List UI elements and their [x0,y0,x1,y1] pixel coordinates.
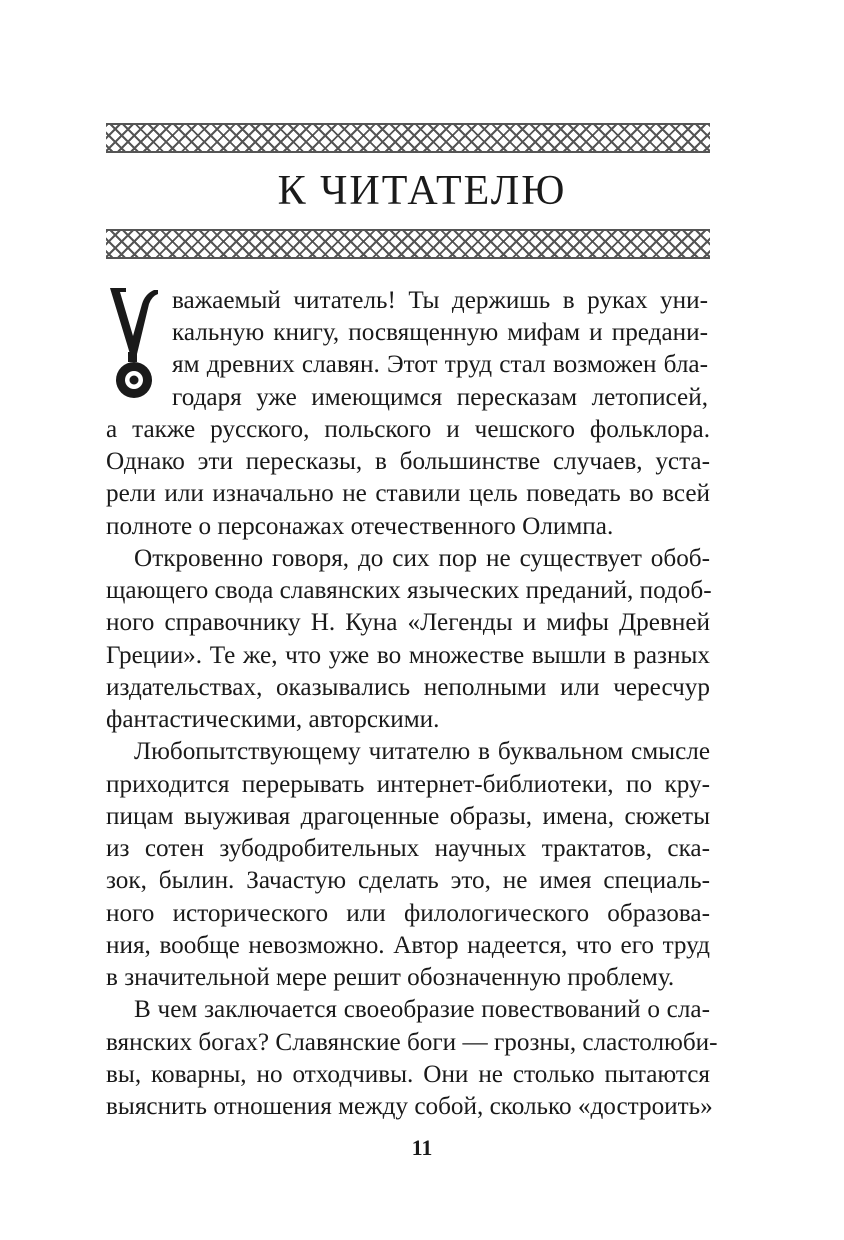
page-number: 11 [411,1135,433,1160]
text-line: выяснить отношения между собой, сколько «достроить» [106,1093,713,1120]
text-line: а также русского, польского и чешского фольклора. [106,416,710,443]
top-ornament-border [106,123,710,153]
text-line: Любопытствующему читателю в буквальном смысле [134,738,710,765]
drop-cap-letter [108,284,160,400]
text-line: из сотен зубодробительных научных трактатов, ска- [106,835,710,862]
text-line: кальную книгу, посвященную мифам и предани- [172,319,708,346]
text-line: В чем заключается своеобразие повествований о сла- [134,996,710,1023]
text-line: годаря уже имеющимся пересказам летописей, [172,384,708,411]
text-line: важаемый читатель! Ты держишь в руках уни- [172,287,708,314]
text-line: ного исторического или филологического образова- [106,900,710,927]
text-line: ного справочнику Н. Куна «Легенды и мифы Древней [106,609,710,636]
text-line: фантастическими, авторскими. [106,706,440,733]
text-line: Однако эти пересказы, в большинстве случаев, уста- [106,448,710,475]
text-line: ям древних славян. Этот труд стал возможен бла- [172,351,708,378]
text-line: ния, вообще невозможно. Автор надеется, что его труд [106,932,710,959]
text-line: вянских богах? Славянские боги — грозны, сластолюби- [106,1029,718,1056]
text-line: приходится перерывать интернет-библиотеки, по кру- [106,771,710,798]
text-line: вы, коварны, но отходчивы. Они не столько пытаются [106,1061,710,1088]
text-line: зок, былин. Зачастую сделать это, не имея специаль- [106,867,710,894]
chapter-title: К ЧИТАТЕЛЮ [277,168,567,214]
text-line: полноте о персонажах отечественного Олимпа. [106,513,614,540]
text-line: Греции». Те же, что уже во множестве вышли в разных [106,642,710,669]
text-line: пицам выуживая драгоценные образы, имена, сюжеты [106,803,710,830]
text-line: в значительной мере решит обозначенную проблему. [106,964,675,991]
text-line: рели или изначально не ставили цель поведать во всей [106,480,710,507]
text-line: Откровенно говоря, до сих пор не существует обоб- [134,545,710,572]
text-line: щающего свода славянских языческих преданий, подоб- [106,577,712,604]
bottom-ornament-border [106,229,710,259]
text-line: издательствах, оказывались неполными или чересчур [106,674,710,701]
